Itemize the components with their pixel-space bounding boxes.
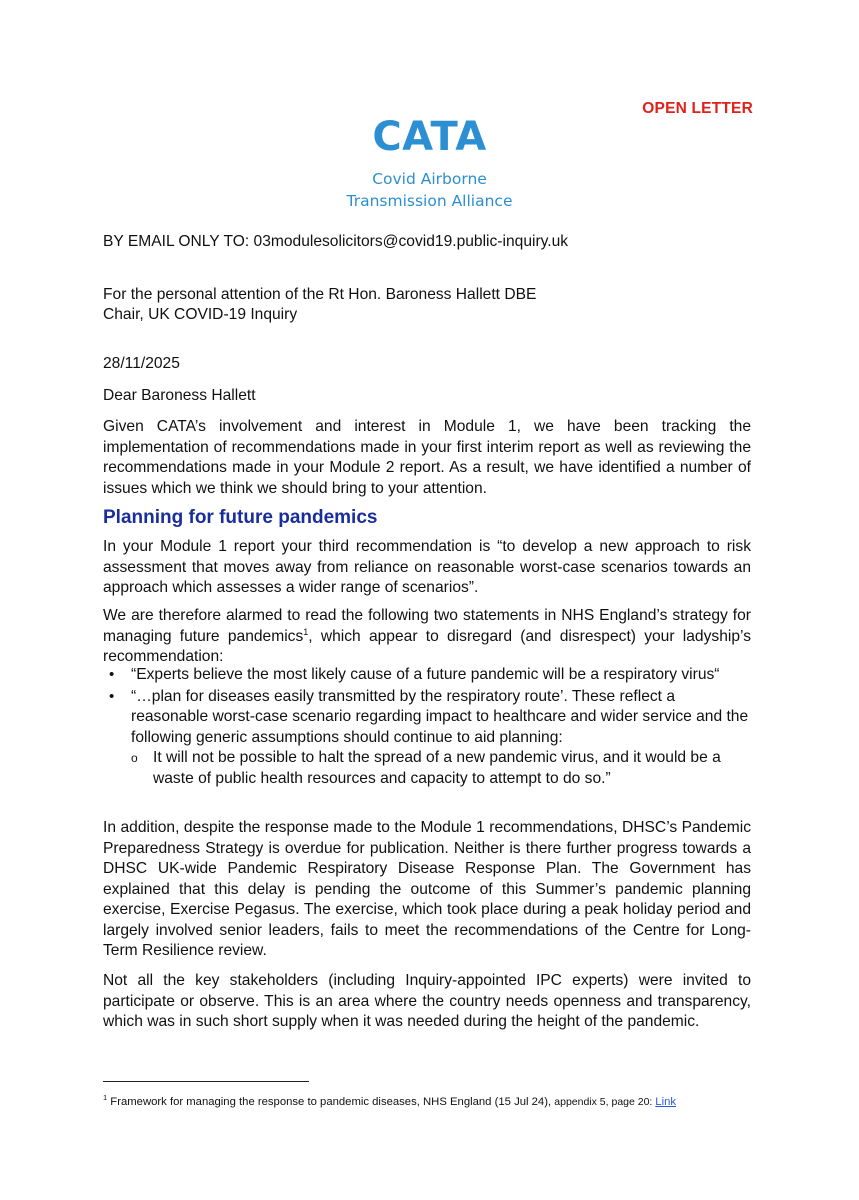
sub-list (131, 748, 751, 789)
bullet-icon: • (109, 666, 115, 683)
list-item-text: “Experts believe the most likely cause of a future pandemic will be a respiratory virus“ (131, 666, 720, 683)
circle-bullet-icon: o (131, 751, 138, 765)
attention-line-2: Chair, UK COVID-19 Inquiry (103, 306, 298, 323)
paragraph-recommendation: In your Module 1 report your third recommendation is “to develop a new approach to risk assessment that moves away from reliance on reasonable worst-case scenarios towards an approach which assesses a wider range of scenarios”. (103, 538, 751, 596)
email-line: BY EMAIL ONLY TO: 03modulesolicitors@covid19.public-inquiry.uk (103, 233, 569, 250)
letter-date: 28/11/2025 (103, 355, 180, 372)
paragraph-dhsc-strategy: In addition, despite the response made to the Module 1 recommendations, DHSC’s Pandemic Preparedness Strategy is overdue for publication. Neither is there further progress towards a DHSC UK-wide Pandemic Respiratory Disease Response Plan. The Government has explained that this delay is pending the outcome of this Summer’s pandemic planning exercise, Exercise Pegasus. The exercise, which took place during a peak holiday period and largely involved senior leaders, fails to meet the recommendations of the Centre for Long-Term Resilience review. (103, 819, 751, 959)
footnote-divider (103, 1081, 309, 1082)
list-item-text: “…plan for diseases easily transmitted by the respiratory route’. These reflect a reasonable worst-case scenario regarding impact to healthcare and wider service and the following generic assumptions should continue to aid planning: (131, 687, 749, 746)
footnote-number: 1 (103, 1093, 108, 1102)
footnote-reference[interactable]: 1 (303, 626, 309, 637)
cata-logo-title: CATA (372, 114, 487, 160)
footnote-text-small: appendix 5, page 20: (554, 1095, 656, 1108)
paragraph-stakeholders: Not all the key stakeholders (including Inquiry-appointed IPC experts) were invited to participate or observe. This is an area where the country needs openness and transparency, which was in such short supply when it was needed during the height of the pandemic. (103, 972, 751, 1030)
sub-list-item-text: It will not be possible to halt the spread of a new pandemic virus, and it would be a waste of public health resources and capacity to attempt to do so.” (153, 749, 721, 787)
sub-list-item (131, 748, 751, 789)
quoted-statements-list (103, 665, 751, 790)
section-heading: Planning for future pandemics (103, 507, 378, 528)
cata-logo-subtitle-line1: Covid Airborne (372, 170, 487, 188)
cata-logo-subtitle-line2: Transmission Alliance (346, 192, 513, 210)
paragraph-nhs-statements (103, 606, 751, 668)
paragraph-nhs-text-before: We are therefore alarmed to read the following two statements in NHS England’s strategy for managing future pandemics (103, 607, 751, 645)
footnote (103, 1093, 676, 1108)
list-item (103, 665, 751, 686)
footnote-text: Framework for managing the response to pandemic diseases, NHS England (15 Jul 24), (107, 1095, 555, 1108)
footnote-link[interactable]: Link (655, 1095, 677, 1108)
open-letter-label: OPEN LETTER (642, 100, 753, 117)
intro-paragraph: Given CATA’s involvement and interest in Module 1, we have been tracking the implementation of recommendations made in your first interim report as well as reviewing the recommendations made in your Module 2 report. As a result, we have identified a number of issues which we think we should bring to your attention. (103, 418, 751, 497)
bullet-icon: • (109, 687, 115, 705)
list-item (103, 687, 751, 790)
attention-line-1: For the personal attention of the Rt Hon. Baroness Hallett DBE (103, 286, 537, 303)
paragraph-nhs-text-after: , which appear to disregard (and disrespect) your ladyship’s recommendation: (103, 627, 751, 665)
salutation: Dear Baroness Hallett (103, 387, 256, 404)
